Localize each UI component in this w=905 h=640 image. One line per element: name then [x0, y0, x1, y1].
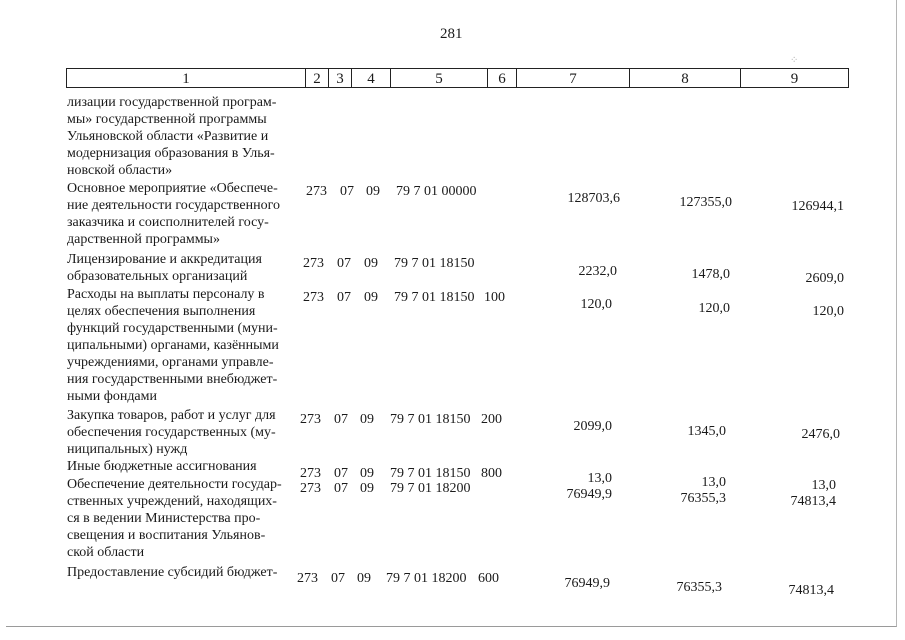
cell-col3: 07	[331, 571, 345, 586]
desc-line: ской области	[67, 545, 145, 560]
cell-col8: 120,0	[698, 301, 730, 316]
cell-col5: 79 7 01 18150	[390, 466, 471, 481]
cell-col3: 07	[337, 290, 351, 305]
cell-col2: 273	[303, 256, 324, 271]
cell-col4: 09	[360, 481, 374, 496]
row-description	[67, 251, 299, 285]
desc-line: лизации государственной програм-	[67, 95, 277, 110]
cell-col9: 120,0	[812, 304, 844, 319]
cell-col2: 273	[303, 290, 324, 305]
cell-col4: 09	[360, 466, 374, 481]
cell-col9: 2609,0	[805, 271, 844, 286]
desc-line: ципальными) органами, казёнными	[67, 338, 279, 353]
cell-col5: 79 7 01 18200	[390, 481, 471, 496]
cell-col5: 79 7 01 00000	[396, 184, 477, 199]
cell-col2: 273	[300, 481, 321, 496]
cell-col3: 07	[334, 481, 348, 496]
cell-col8: 1478,0	[691, 267, 730, 282]
desc-line: Иные бюджетные ассигнования	[67, 459, 257, 474]
cell-col7: 120,0	[580, 297, 612, 312]
desc-line: ние деятельности государственного	[67, 198, 281, 213]
desc-line: свещения и воспитания Ульянов-	[67, 528, 266, 543]
cell-col7: 2232,0	[578, 264, 617, 279]
desc-line: новской области»	[67, 163, 173, 178]
table-header	[66, 68, 849, 90]
col-header-8: 8	[629, 68, 741, 88]
cell-col8: 13,0	[701, 475, 726, 490]
cell-col6: 200	[481, 412, 502, 427]
row-description	[67, 286, 299, 405]
desc-line: обеспечения государственных (му-	[67, 425, 276, 440]
cell-col7: 13,0	[587, 471, 612, 486]
col-header-7: 7	[516, 68, 630, 88]
cell-col6: 600	[478, 571, 499, 586]
col-header-1: 1	[66, 68, 306, 88]
cell-col3: 07	[334, 412, 348, 427]
row-description	[67, 180, 299, 248]
cell-col2: 273	[300, 466, 321, 481]
cell-col5: 79 7 01 18150	[394, 256, 475, 271]
cell-col4: 09	[366, 184, 380, 199]
desc-line: мы» государственной программы	[67, 112, 267, 127]
page-number: 281	[440, 26, 463, 42]
cell-col7: 2099,0	[573, 419, 612, 434]
cell-col3: 07	[340, 184, 354, 199]
cell-col8: 127355,0	[679, 195, 732, 210]
cell-col4: 09	[364, 256, 378, 271]
scan-artifact-icon: ⁘	[790, 55, 799, 66]
col-header-4: 4	[351, 68, 391, 88]
col-header-3: 3	[328, 68, 352, 88]
desc-line: ся в ведении Министерства про-	[67, 511, 261, 526]
cell-col9: 13,0	[811, 478, 836, 493]
desc-line: заказчика и соисполнителей госу-	[67, 215, 269, 230]
desc-line: образовательных организаций	[67, 269, 248, 284]
cell-col6: 800	[481, 466, 502, 481]
cell-col7: 128703,6	[567, 191, 620, 206]
cell-col3: 07	[334, 466, 348, 481]
cell-col2: 273	[300, 412, 321, 427]
col-header-6: 6	[487, 68, 517, 88]
cell-col9: 2476,0	[801, 427, 840, 442]
cell-col7: 76949,9	[564, 576, 610, 591]
desc-line: целях обеспечения выполнения	[67, 304, 256, 319]
cell-col4: 09	[357, 571, 371, 586]
desc-line: ниципальных) нужд	[67, 442, 188, 457]
cell-col8: 76355,3	[680, 491, 726, 506]
desc-line: Основное мероприятие «Обеспече-	[67, 181, 278, 196]
desc-line: ния государственными внебюджет-	[67, 372, 278, 387]
desc-line: Предоставление субсидий бюджет-	[67, 565, 278, 580]
cell-col7: 76949,9	[566, 487, 612, 502]
cell-col5: 79 7 01 18150	[394, 290, 475, 305]
col-header-5: 5	[390, 68, 488, 88]
cell-col3: 07	[337, 256, 351, 271]
row-description	[67, 564, 299, 581]
desc-line: ственных учреждений, находящих-	[67, 494, 277, 509]
row-description	[67, 94, 299, 179]
col-header-9: 9	[740, 68, 849, 88]
cell-col2: 273	[297, 571, 318, 586]
desc-line: Лицензирование и аккредитация	[67, 252, 262, 267]
cell-col6: 100	[484, 290, 505, 305]
cell-col9: 126944,1	[791, 199, 844, 214]
desc-line: Обеспечение деятельности государ-	[67, 477, 282, 492]
cell-col5: 79 7 01 18150	[390, 412, 471, 427]
desc-line: ными фондами	[67, 389, 158, 404]
col-header-2: 2	[305, 68, 329, 88]
cell-col8: 1345,0	[687, 424, 726, 439]
cell-col9: 74813,4	[788, 583, 834, 598]
desc-line: учреждениями, органами управле-	[67, 355, 274, 370]
cell-col2: 273	[306, 184, 327, 199]
desc-line: Ульяновской области «Развитие и	[67, 129, 269, 144]
cell-col5: 79 7 01 18200	[386, 571, 467, 586]
desc-line: модернизация образования в Улья-	[67, 146, 275, 161]
desc-line: Закупка товаров, работ и услуг для	[67, 408, 276, 423]
desc-line: дарственной программы»	[67, 232, 220, 247]
row-description	[67, 407, 299, 458]
row-description	[67, 458, 299, 475]
desc-line: функций государственными (муни-	[67, 321, 278, 336]
cell-col9: 74813,4	[790, 494, 836, 509]
desc-line: Расходы на выплаты персоналу в	[67, 287, 265, 302]
cell-col8: 76355,3	[676, 580, 722, 595]
cell-col4: 09	[364, 290, 378, 305]
cell-col4: 09	[360, 412, 374, 427]
row-description	[67, 476, 299, 561]
